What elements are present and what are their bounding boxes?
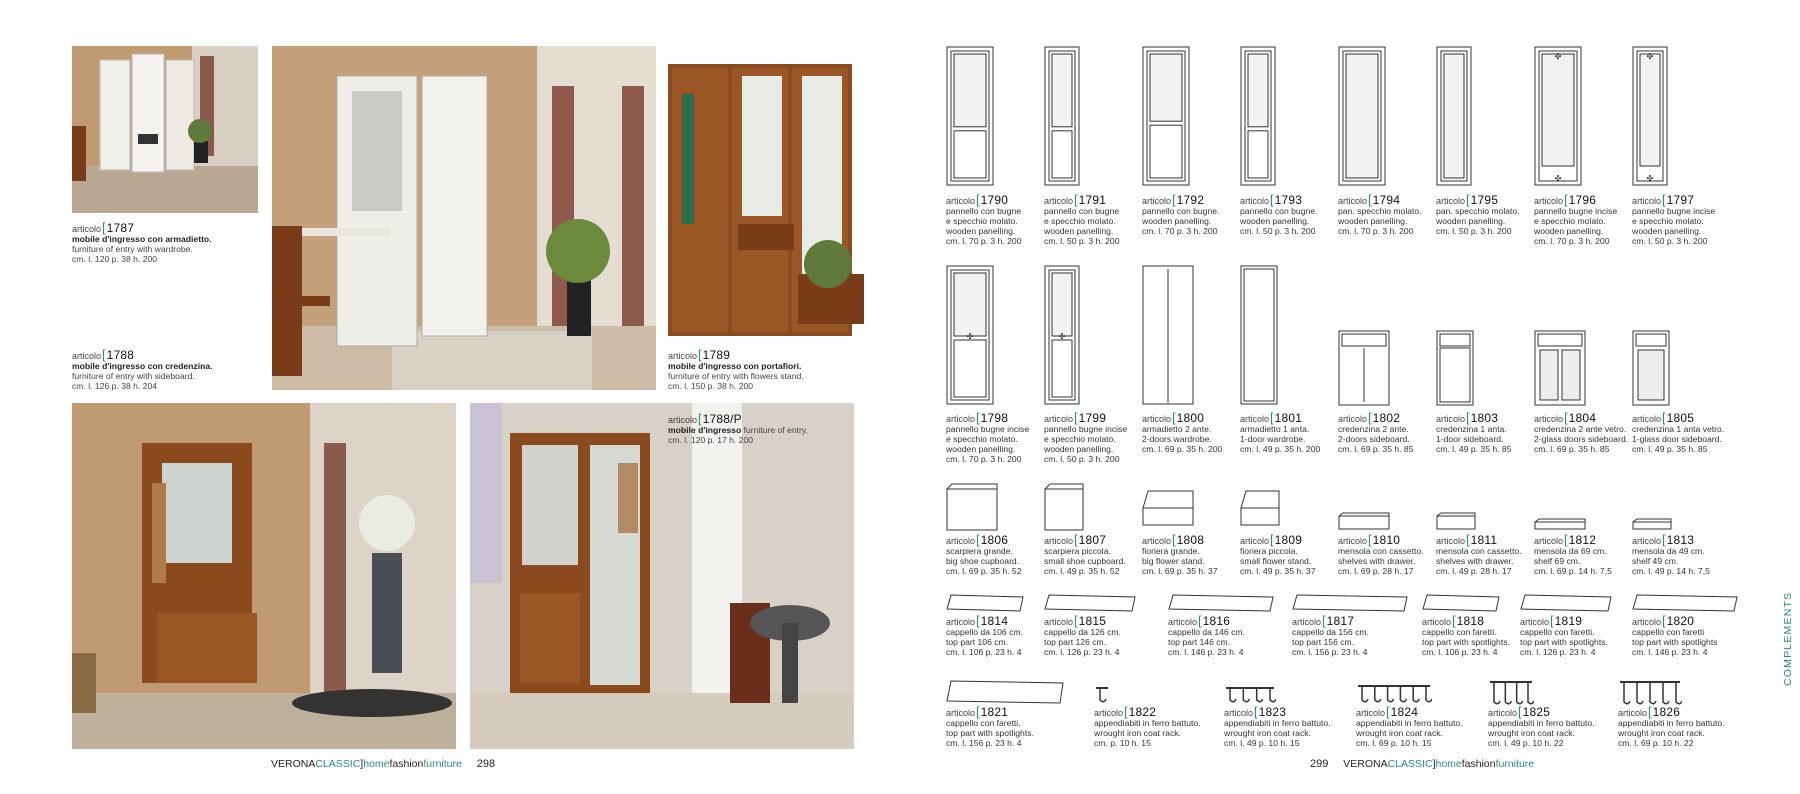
caption-1826: articolo[1826 appendiabiti in ferro battuto. wrought iron coat rack. cm. l. 69 p. 10 h. 22 [1618,704,1725,748]
caption-line: cm. l. 146 p. 23 h. 4 [1632,647,1708,657]
drawing-1809 [1240,490,1280,526]
article-number: 1792 [1176,193,1205,207]
drawing-1806 [946,483,998,531]
drawing-1807 [1044,483,1084,531]
article-label: articolo [1534,414,1564,424]
article-number: 1819 [1554,614,1583,628]
caption-line: small shoe cupboard. [1044,556,1126,566]
article-label: articolo [946,414,976,424]
caption-line: credenzina 1 anta vetro. [1632,424,1725,434]
article-number: 1801 [1274,411,1303,425]
caption-1813: articolo[1813 mensola da 49 cm. shelf 49 cm. cm. l. 49 p. 14 h. 7,5 [1632,532,1710,576]
article-number: 1807 [1078,533,1107,547]
caption-line: wrought iron coat rack. [1356,728,1443,738]
caption-line: cappello con faretti. [1520,627,1595,637]
caption-line: wrought iron coat rack. [1224,728,1311,738]
caption-line: cm. l. 49 p. 35 h. 37 [1240,566,1316,576]
caption-line: cm. l. 70 p. 3 h. 200 [946,236,1022,246]
article-label: articolo [1142,536,1172,546]
caption-line: cappello da 106 cm. [946,627,1023,637]
caption-line: cm. l. 69 p. 35 h. 37 [1142,566,1218,576]
article-label: articolo [1618,708,1648,718]
drawing-1794 [1338,46,1386,186]
drawing-1818 [1422,594,1500,612]
photo-1788P-entry [470,403,854,749]
article-label: articolo [1520,617,1550,627]
article-number: 1799 [1078,411,1107,425]
caption-line: cm. l. 69 p. 35 h. 85 [1338,444,1414,454]
drawing-1791 [1044,46,1080,186]
article-number: 1795 [1470,193,1499,207]
caption-line: top part with spotlights. [946,728,1034,738]
caption-line: wooden panelling. [1338,216,1408,226]
caption-1795: articolo[1795 pan. specchio molato. wooden panelling. cm. l. 50 p. 3 h. 200 [1436,192,1520,236]
caption-1799: articolo[1799 pannello bugne incise e specchio molato. wooden panelling. cm. l. 50 p. 3 h. 200 [1044,410,1128,464]
article-label: articolo [1292,617,1322,627]
caption-line: top part 126 cm. [1044,637,1107,647]
caption-line: top part with spotlights. [1422,637,1510,647]
svg-text:✣: ✣ [1058,332,1066,342]
article-number: 1790 [980,193,1009,207]
article-label: articolo [1094,708,1124,718]
caption-1824: articolo[1824 appendiabiti in ferro battuto. wrought iron coat rack. cm. l. 69 p. 10 h. 15 [1356,704,1463,748]
caption-1812: articolo[1812 mensola da 69 cm. shelf 69 cm. cm. l. 69 p. 14 h. 7,5 [1534,532,1612,576]
caption-1797: articolo[1797 pannello bugne incise e specchio molato. wooden panelling. cm. l. 50 p. 3 h. 200 [1632,192,1716,246]
footer-right: 299 VERONACLASSIC]homefashionfurniture [1310,758,1535,770]
caption-line: armadietto 1 anta. [1240,424,1310,434]
caption-1793: articolo[1793 pannello con bugne. wooden panelling. cm. l. 50 p. 3 h. 200 [1240,192,1318,236]
caption-line: shelves with drawer. [1436,556,1514,566]
drawing-1811 [1436,512,1476,530]
caption-line: cm. l. 49 p. 35 h. 85 [1436,444,1512,454]
photo-1788-room [272,46,656,390]
article-label: articolo [1422,617,1452,627]
caption-1809: articolo[1809 fioriera piccola. small flower stand. cm. l. 49 p. 35 h. 37 [1240,532,1316,576]
drawing-1798 [946,265,994,405]
caption-line: top part 146 cm. [1168,637,1231,647]
drawing-1821 [946,680,1064,704]
article-number: 1818 [1456,614,1485,628]
drawing-1793 [1240,46,1276,186]
caption-1807: articolo[1807 scarpiera piccola. small shoe cupboard. cm. l. 49 p. 35 h. 52 [1044,532,1126,576]
drawing-1824 [1356,682,1432,704]
caption-line: cm. l. 49 p. 35 h. 200 [1240,444,1321,454]
article-number: 1803 [1470,411,1499,425]
caption-line: pannello bugne incise [1632,206,1716,216]
drawing-1803 [1436,330,1474,406]
article-number: 1822 [1128,705,1157,719]
caption-line: credenzina 2 ante vetro. [1534,424,1627,434]
article-label: articolo [1632,536,1662,546]
article-number: 1802 [1372,411,1401,425]
article-number: 1817 [1326,614,1355,628]
drawing-1790 [946,46,994,186]
caption-line: cm. l. 49 p. 14 h. 7,5 [1632,566,1710,576]
drawing-1808 [1142,490,1194,526]
caption-line: cappello da 146 cm. [1168,627,1245,637]
caption-1787: articolo[1787 mobile d'ingresso con armadietto. furniture of entry with wardrobe. cm. l. 120 p. 38 h. 200 [72,220,212,264]
svg-text:✣: ✣ [1554,174,1562,183]
drawing-1819 [1520,594,1612,612]
article-number: 1793 [1274,193,1303,207]
caption-line: wooden panelling. [1436,216,1506,226]
caption-1805: articolo[1805 credenzina 1 anta vetro. 1-glass door sideboard. cm. l. 49 p. 35 h. 85 [1632,410,1725,454]
caption-line: cappello con faretti [1632,627,1705,637]
article-label: articolo [1436,196,1466,206]
caption-line: wrought iron coat rack. [1488,728,1575,738]
caption-line: top part with spotlights [1632,637,1718,647]
article-number: 1809 [1274,533,1303,547]
caption-1819: articolo[1819 cappello con faretti. top part with spotlights. cm. l. 126 p. 23 h. 4 [1520,613,1608,657]
caption-1817: articolo[1817 cappello da 156 cm. top part 156 cm. cm. l. 156 p. 23 h. 4 [1292,613,1369,657]
drawing-1814 [946,594,1024,612]
caption-1815: articolo[1815 cappello da 126 cm. top part 126 cm. cm. l. 126 p. 23 h. 4 [1044,613,1121,657]
caption-line: wrought iron coat rack. [1618,728,1705,738]
caption-line: wrought iron coat rack. [1094,728,1181,738]
caption-line: fioriera piccola. [1240,546,1298,556]
caption-line: pannello con bugne. [1240,206,1318,216]
caption-1814: articolo[1814 cappello da 106 cm. top part 106 cm. cm. l. 106 p. 23 h. 4 [946,613,1023,657]
caption-line: cm. l. 49 p. 28 h. 17 [1436,566,1512,576]
caption-1803: articolo[1803 credenzina 1 anta. 1-door sideboard. cm. l. 49 p. 35 h. 85 [1436,410,1512,454]
caption-line: wooden panelling. [1142,216,1212,226]
caption-line: e specchio molato. [1044,434,1116,444]
caption-line: 1-door sideboard. [1436,434,1504,444]
article-number: 1798 [980,411,1009,425]
caption-line: cm. l. 69 p. 35 h. 85 [1534,444,1610,454]
article-label: articolo [1044,196,1074,206]
caption-line: cm. l. 50 p. 3 h. 200 [1044,236,1120,246]
article-number: 1796 [1568,193,1597,207]
article-label: articolo [1044,617,1074,627]
article-label: articolo [946,196,976,206]
article-number: 1811 [1470,533,1498,547]
caption-line: cm. l. 49 p. 35 h. 85 [1632,444,1708,454]
caption-line: e specchio molato. [1632,216,1704,226]
caption-line: cappello da 156 cm. [1292,627,1369,637]
caption-1796: articolo[1796 pannello bugne incise e specchio molato. wooden panelling. cm. l. 70 p. 3 h. 200 [1534,192,1618,246]
article-number: 1810 [1372,533,1401,547]
caption-line: cm. p. 10 h. 15 [1094,738,1151,748]
article-label: articolo [1044,536,1074,546]
caption-line: cm. l. 69 p. 10 h. 22 [1618,738,1694,748]
caption-line: cm. l. 50 p. 3 h. 200 [1632,236,1708,246]
caption-line: wooden panelling. [946,444,1016,454]
drawing-1810 [1338,512,1390,530]
drawing-1816 [1168,594,1274,612]
drawing-1800 [1142,265,1194,405]
article-label: articolo [1240,414,1270,424]
article-number: 1800 [1176,411,1205,425]
drawing-1825 [1488,678,1534,706]
svg-text:✣: ✣ [966,332,974,342]
article-number: 1826 [1652,705,1681,719]
caption-line: cm. l. 70 p. 3 h. 200 [946,454,1022,464]
caption-1822: articolo[1822 appendiabiti in ferro battuto. wrought iron coat rack. cm. p. 10 h. 15 [1094,704,1201,748]
article-number: 1824 [1390,705,1419,719]
caption-line: pan. specchio molato. [1436,206,1520,216]
photo-1787-room [72,46,258,213]
caption-1823: articolo[1823 appendiabiti in ferro battuto. wrought iron coat rack. cm. l. 49 p. 10 h. 15 [1224,704,1331,748]
caption-1790: articolo[1790 pannello con bugne e specchio molato. wooden panelling. cm. l. 70 p. 3 h. 200 [946,192,1022,246]
article-number: 1825 [1522,705,1551,719]
article-label: articolo [1168,617,1198,627]
caption-line: fioriera grande. [1142,546,1200,556]
article-label: articolo [1436,414,1466,424]
caption-line: cm. l. 106 p. 23 h. 4 [1422,647,1498,657]
article-label: articolo [1356,708,1386,718]
drawing-1795 [1436,46,1472,186]
drawing-1822 [1094,684,1110,704]
caption-1810: articolo[1810 mensola con cassetto. shelves with drawer. cm. l. 69 p. 28 h. 17 [1338,532,1424,576]
caption-line: appendiabiti in ferro battuto. [1356,718,1463,728]
drawing-1797 [1632,46,1668,186]
caption-line: armadietto 2 ante. [1142,424,1212,434]
caption-line: cm. l. 50 p. 3 h. 200 [1044,454,1120,464]
article-label: articolo [1534,536,1564,546]
caption-line: appendiabiti in ferro battuto. [1488,718,1595,728]
caption-line: appendiabiti in ferro battuto. [1094,718,1201,728]
caption-line: cappello con faretti. [1422,627,1497,637]
caption-line: scarpiera piccola. [1044,546,1111,556]
caption-line: shelf 69 cm. [1534,556,1581,566]
article-label: articolo [1436,536,1466,546]
caption-line: cm. l. 156 p. 23 h. 4 [946,738,1022,748]
caption-1802: articolo[1802 credenzina 2 ante. 2-doors sideboard. cm. l. 69 p. 35 h. 85 [1338,410,1414,454]
article-number: 1821 [980,705,1009,719]
article-label: articolo [1632,414,1662,424]
caption-line: shelf 49 cm. [1632,556,1679,566]
article-label: articolo [1142,196,1172,206]
caption-1808: articolo[1808 fioriera grande. big flower stand. cm. l. 69 p. 35 h. 37 [1142,532,1218,576]
caption-line: cappello con faretti. [946,718,1021,728]
caption-line: e specchio molato. [946,434,1018,444]
caption-1792: articolo[1792 pannello con bugne. wooden panelling. cm. l. 70 p. 3 h. 200 [1142,192,1220,236]
caption-line: e specchio molato. [1044,216,1116,226]
caption-line: 1-glass door sideboard. [1632,434,1722,444]
article-label: articolo [946,617,976,627]
drawing-1792 [1142,46,1190,186]
caption-line: 1-door wardrobe. [1240,434,1306,444]
caption-line: pannello con bugne [946,206,1022,216]
article-label: articolo [1488,708,1518,718]
article-label: articolo [1044,414,1074,424]
caption-line: mensola da 69 cm. [1534,546,1607,556]
caption-line: cm. l. 49 p. 10 h. 15 [1224,738,1300,748]
caption-line: 2-glass doors sideboard. [1534,434,1629,444]
article-number: 1813 [1666,533,1695,547]
caption-line: cm. l. 146 p. 23 h. 4 [1168,647,1244,657]
caption-line: cm. l. 49 p. 10 h. 22 [1488,738,1564,748]
caption-line: wooden panelling. [1044,226,1114,236]
caption-line: e specchio molato. [1534,216,1606,226]
drawing-1826 [1618,678,1682,706]
article-label: articolo [1338,196,1368,206]
article-label: articolo [1240,536,1270,546]
caption-line: appendiabiti in ferro battuto. [1618,718,1725,728]
article-number: 1805 [1666,411,1695,425]
photo-1789-product [668,64,884,336]
drawing-1802 [1338,330,1390,406]
drawing-1820 [1632,594,1738,612]
caption-1800: articolo[1800 armadietto 2 ante. 2-doors wardrobe. cm. l. 69 p. 35 h. 200 [1142,410,1223,454]
caption-line: pannello bugne incise [946,424,1030,434]
caption-line: cm. l. 106 p. 23 h. 4 [946,647,1022,657]
article-label: articolo [946,536,976,546]
article-label: articolo [1338,536,1368,546]
caption-line: cm. l. 49 p. 35 h. 52 [1044,566,1120,576]
caption-line: wooden panelling. [946,226,1016,236]
caption-line: top part 156 cm. [1292,637,1355,647]
article-number: 1814 [980,614,1009,628]
caption-line: 2-doors sideboard. [1338,434,1410,444]
svg-text:✣: ✣ [1646,52,1654,61]
caption-line: credenzina 1 anta. [1436,424,1507,434]
caption-line: appendiabiti in ferro battuto. [1224,718,1331,728]
caption-line: e specchio molato. [946,216,1018,226]
caption-line: mensola con cassetto. [1436,546,1522,556]
caption-line: wooden panelling. [1044,444,1114,454]
svg-text:✣: ✣ [1646,174,1654,183]
article-number: 1812 [1568,533,1597,547]
caption-line: cm. l. 69 p. 10 h. 15 [1356,738,1432,748]
caption-1788: articolo[1788 mobile d'ingresso con credenzina. furniture of entry with sideboard. cm. l. 126 p. 38 h. 204 [72,347,213,391]
article-label: articolo [1224,708,1254,718]
article-number: 1797 [1666,193,1695,207]
caption-line: big flower stand. [1142,556,1205,566]
caption-line: top part 106 cm. [946,637,1009,647]
footer-left: VERONACLASSIC]homefashionfurniture 298 [271,758,496,770]
drawing-1805 [1632,330,1670,406]
caption-1794: articolo[1794 pan. specchio molato. wooden panelling. cm. l. 70 p. 3 h. 200 [1338,192,1422,236]
caption-line: cm. l. 70 p. 3 h. 200 [1142,226,1218,236]
drawing-1823 [1224,684,1276,704]
caption-line: cm. l. 69 p. 14 h. 7,5 [1534,566,1612,576]
article-label: articolo [1534,196,1564,206]
caption-line: cappello da 126 cm. [1044,627,1121,637]
caption-1820: articolo[1820 cappello con faretti top part with spotlights cm. l. 146 p. 23 h. 4 [1632,613,1718,657]
caption-line: cm. l. 69 p. 35 h. 52 [946,566,1022,576]
caption-line: mensola con cassetto. [1338,546,1424,556]
caption-1801: articolo[1801 armadietto 1 anta. 1-door wardrobe. cm. l. 49 p. 35 h. 200 [1240,410,1321,454]
caption-line: 2-doors wardrobe. [1142,434,1212,444]
caption-1806: articolo[1806 scarpiera grande. big shoe cupboard. cm. l. 69 p. 35 h. 52 [946,532,1022,576]
drawing-1815 [1044,594,1136,612]
article-number: 1806 [980,533,1009,547]
caption-line: big shoe cupboard. [946,556,1020,566]
article-label: articolo [1240,196,1270,206]
article-label: articolo [1142,414,1172,424]
caption-line: pannello bugne incise [1534,206,1618,216]
caption-line: mensola da 49 cm. [1632,546,1705,556]
article-number: 1804 [1568,411,1597,425]
caption-1825: articolo[1825 appendiabiti in ferro battuto. wrought iron coat rack. cm. l. 49 p. 10 h. 22 [1488,704,1595,748]
drawing-1801 [1240,265,1278,405]
caption-line: pan. specchio molato. [1338,206,1422,216]
caption-line: wooden panelling. [1534,226,1604,236]
article-number: 1816 [1202,614,1231,628]
caption-line: cm. l. 156 p. 23 h. 4 [1292,647,1368,657]
caption-line: cm. l. 126 p. 23 h. 4 [1520,647,1596,657]
caption-line: top part with spotlights. [1520,637,1608,647]
caption-line: pannello con bugne [1044,206,1120,216]
caption-1818: articolo[1818 cappello con faretti. top part with spotlights. cm. l. 106 p. 23 h. 4 [1422,613,1510,657]
drawing-1817 [1292,594,1408,612]
caption-1811: articolo[1811 mensola con cassetto. shelves with drawer. cm. l. 49 p. 28 h. 17 [1436,532,1522,576]
drawing-1796 [1534,46,1582,186]
drawing-1799 [1044,265,1080,405]
drawing-1804 [1534,330,1586,406]
caption-line: shelves with drawer. [1338,556,1416,566]
caption-line: wooden panelling. [1240,216,1310,226]
caption-line: cm. l. 126 p. 23 h. 4 [1044,647,1120,657]
caption-line: pannello con bugne. [1142,206,1220,216]
caption-line: cm. l. 70 p. 3 h. 200 [1534,236,1610,246]
svg-text:✣: ✣ [1554,52,1562,61]
caption-1788P: articolo[1788/P mobile d'ingresso furniture of entry. cm. l. 120 p. 17 h. 200 [668,411,808,445]
caption-line: credenzina 2 ante. [1338,424,1409,434]
drawing-1813 [1632,518,1672,530]
caption-line: pannello bugne incise [1044,424,1128,434]
caption-line: wooden panelling. [1632,226,1702,236]
caption-line: cm. l. 50 p. 3 h. 200 [1436,226,1512,236]
caption-1804: articolo[1804 credenzina 2 ante vetro. 2-glass doors sideboard. cm. l. 69 p. 35 h. 85 [1534,410,1629,454]
section-side-label: COMPLEMENTS [1782,591,1794,686]
caption-line: cm. l. 69 p. 28 h. 17 [1338,566,1414,576]
caption-1791: articolo[1791 pannello con bugne e specchio molato. wooden panelling. cm. l. 50 p. 3 h. 200 [1044,192,1120,246]
caption-line: scarpiera grande. [946,546,1013,556]
article-number: 1823 [1258,705,1287,719]
article-label: articolo [1632,196,1662,206]
article-number: 1791 [1078,193,1107,207]
article-label: articolo [946,708,976,718]
article-number: 1808 [1176,533,1205,547]
drawing-1812 [1534,518,1586,530]
caption-line: cm. l. 50 p. 3 h. 200 [1240,226,1316,236]
caption-line: small flower stand. [1240,556,1312,566]
caption-1798: articolo[1798 pannello bugne incise e specchio molato. wooden panelling. cm. l. 70 p. 3 h. 200 [946,410,1030,464]
article-number: 1794 [1372,193,1401,207]
photo-1788-entry [72,403,456,749]
caption-1789: articolo[1789 mobile d'ingresso con portafiori. furniture of entry with flowers stand. cm. l. 150 p. 38 h. 200 [668,347,804,391]
caption-line: cm. l. 69 p. 35 h. 200 [1142,444,1223,454]
caption-line: cm. l. 70 p. 3 h. 200 [1338,226,1414,236]
article-label: articolo [1632,617,1662,627]
caption-1821: articolo[1821 cappello con faretti. top part with spotlights. cm. l. 156 p. 23 h. 4 [946,704,1034,748]
article-number: 1815 [1078,614,1107,628]
article-label: articolo [1338,414,1368,424]
article-number: 1820 [1666,614,1695,628]
caption-1816: articolo[1816 cappello da 146 cm. top part 146 cm. cm. l. 146 p. 23 h. 4 [1168,613,1245,657]
